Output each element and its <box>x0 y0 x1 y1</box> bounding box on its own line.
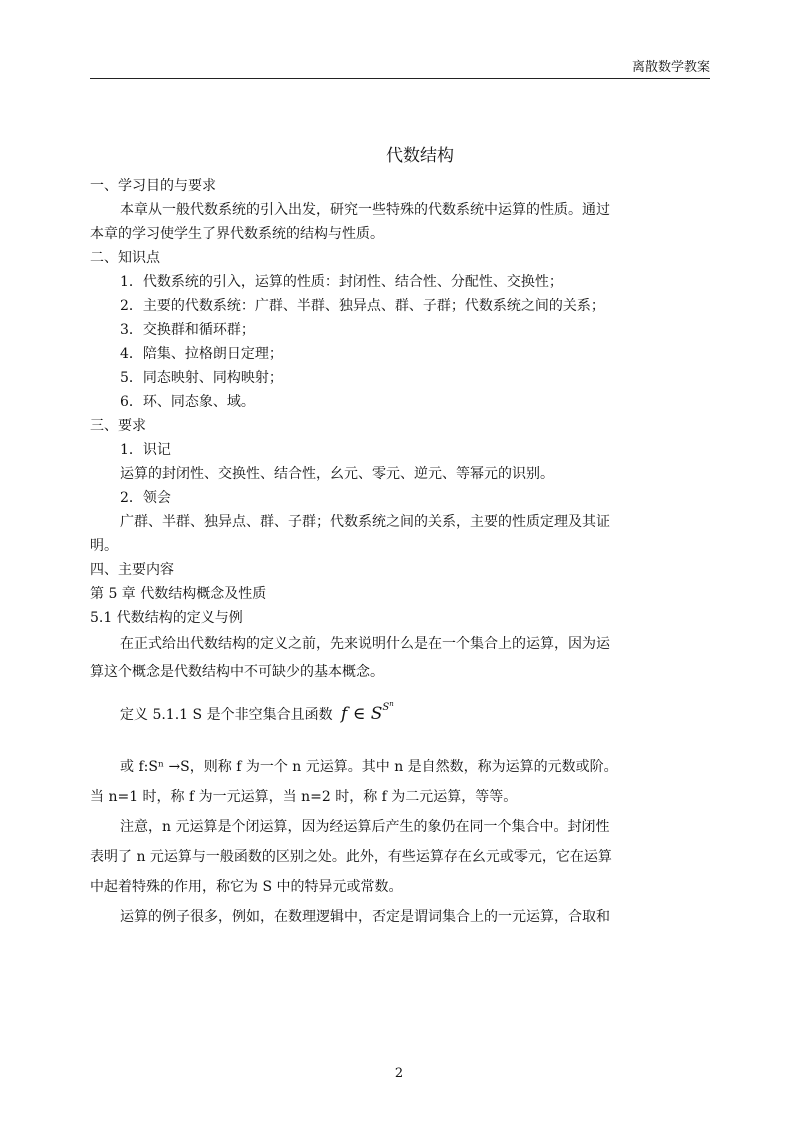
list-item: 2．主要的代数系统：广群、半群、独异点、群、子群；代数系统之间的关系； <box>120 298 605 314</box>
paragraph-line: 表明了 n 元运算与一般函数的区别之处。此外，有些运算存在幺元或零元，它在运算 <box>90 849 612 865</box>
spacer <box>90 726 710 752</box>
list-item: 6．环、同态象、域。 <box>120 394 255 410</box>
formula: f ∈ $S^{S^n}$ <box>341 700 394 724</box>
list-item: 4．陪集、拉格朗日定理； <box>120 346 283 362</box>
definition-text: 定义 5.1.1 S 是个非空集合且函数 <box>120 707 333 723</box>
paragraph-line: 中起着特殊的作用，称它为 S 中的特异元或常数。 <box>90 879 403 895</box>
definition-line <box>90 686 710 726</box>
document-title: 代数结构 <box>386 146 454 166</box>
subheading: 2．领会 <box>120 490 171 506</box>
paragraph-line: 明。 <box>90 538 118 554</box>
list-item: 1．代数系统的引入，运算的性质：封闭性、结合性、分配性、交换性； <box>120 274 563 290</box>
paragraph-line: 在正式给出代数结构的定义之前，先来说明什么是在一个集合上的运算，因为运 <box>120 636 610 652</box>
section-heading-1: 一、学习目的与要求 <box>90 178 216 194</box>
section-heading-4: 四、主要内容 <box>90 562 174 578</box>
paragraph-line: 本章从一般代数系统的引入出发，研究一些特殊的代数系统中运算的性质。通过 <box>120 202 610 218</box>
running-header: 离散数学教案 <box>631 60 710 75</box>
paragraph-line: 或 f:Sⁿ →S，则称 f 为一个 n 元运算。其中 n 是自然数，称为运算的元数或阶。 <box>120 759 618 775</box>
section-heading-3: 三、要求 <box>90 418 146 434</box>
section-heading-2: 二、知识点 <box>90 250 160 266</box>
paragraph-line: 运算的例子很多，例如，在数理逻辑中，否定是谓词集合上的一元运算，合取和 <box>120 909 610 925</box>
chapter-heading: 第 5 章 代数结构概念及性质 <box>90 586 267 602</box>
page-number: 2 <box>394 1066 404 1081</box>
header-rule <box>90 78 710 79</box>
list-item: 5．同态映射、同构映射； <box>120 370 283 386</box>
section-heading-5-1: 5.1 代数结构的定义与例 <box>90 610 243 626</box>
paragraph-line: 广群、半群、独异点、群、子群；代数系统之间的关系，主要的性质定理及其证 <box>120 514 610 530</box>
paragraph-line: 算这个概念是代数结构中不可缺少的基本概念。 <box>90 664 384 680</box>
page-content <box>90 138 710 932</box>
subheading: 1．识记 <box>120 442 171 458</box>
list-item: 3．交换群和循环群； <box>120 322 255 338</box>
paragraph-line: 当 n=1 时，称 f 为一元运算，当 n=2 时，称 f 为二元运算，等等。 <box>90 789 518 805</box>
paragraph-line: 本章的学习使学生了界代数系统的结构与性质。 <box>90 226 384 242</box>
paragraph-line: 运算的封闭性、交换性、结合性，幺元、零元、逆元、等幂元的识别。 <box>120 466 554 482</box>
paragraph-line: 注意，n 元运算是个闭运算，因为经运算后产生的象仍在同一个集合中。封闭性 <box>120 819 610 835</box>
